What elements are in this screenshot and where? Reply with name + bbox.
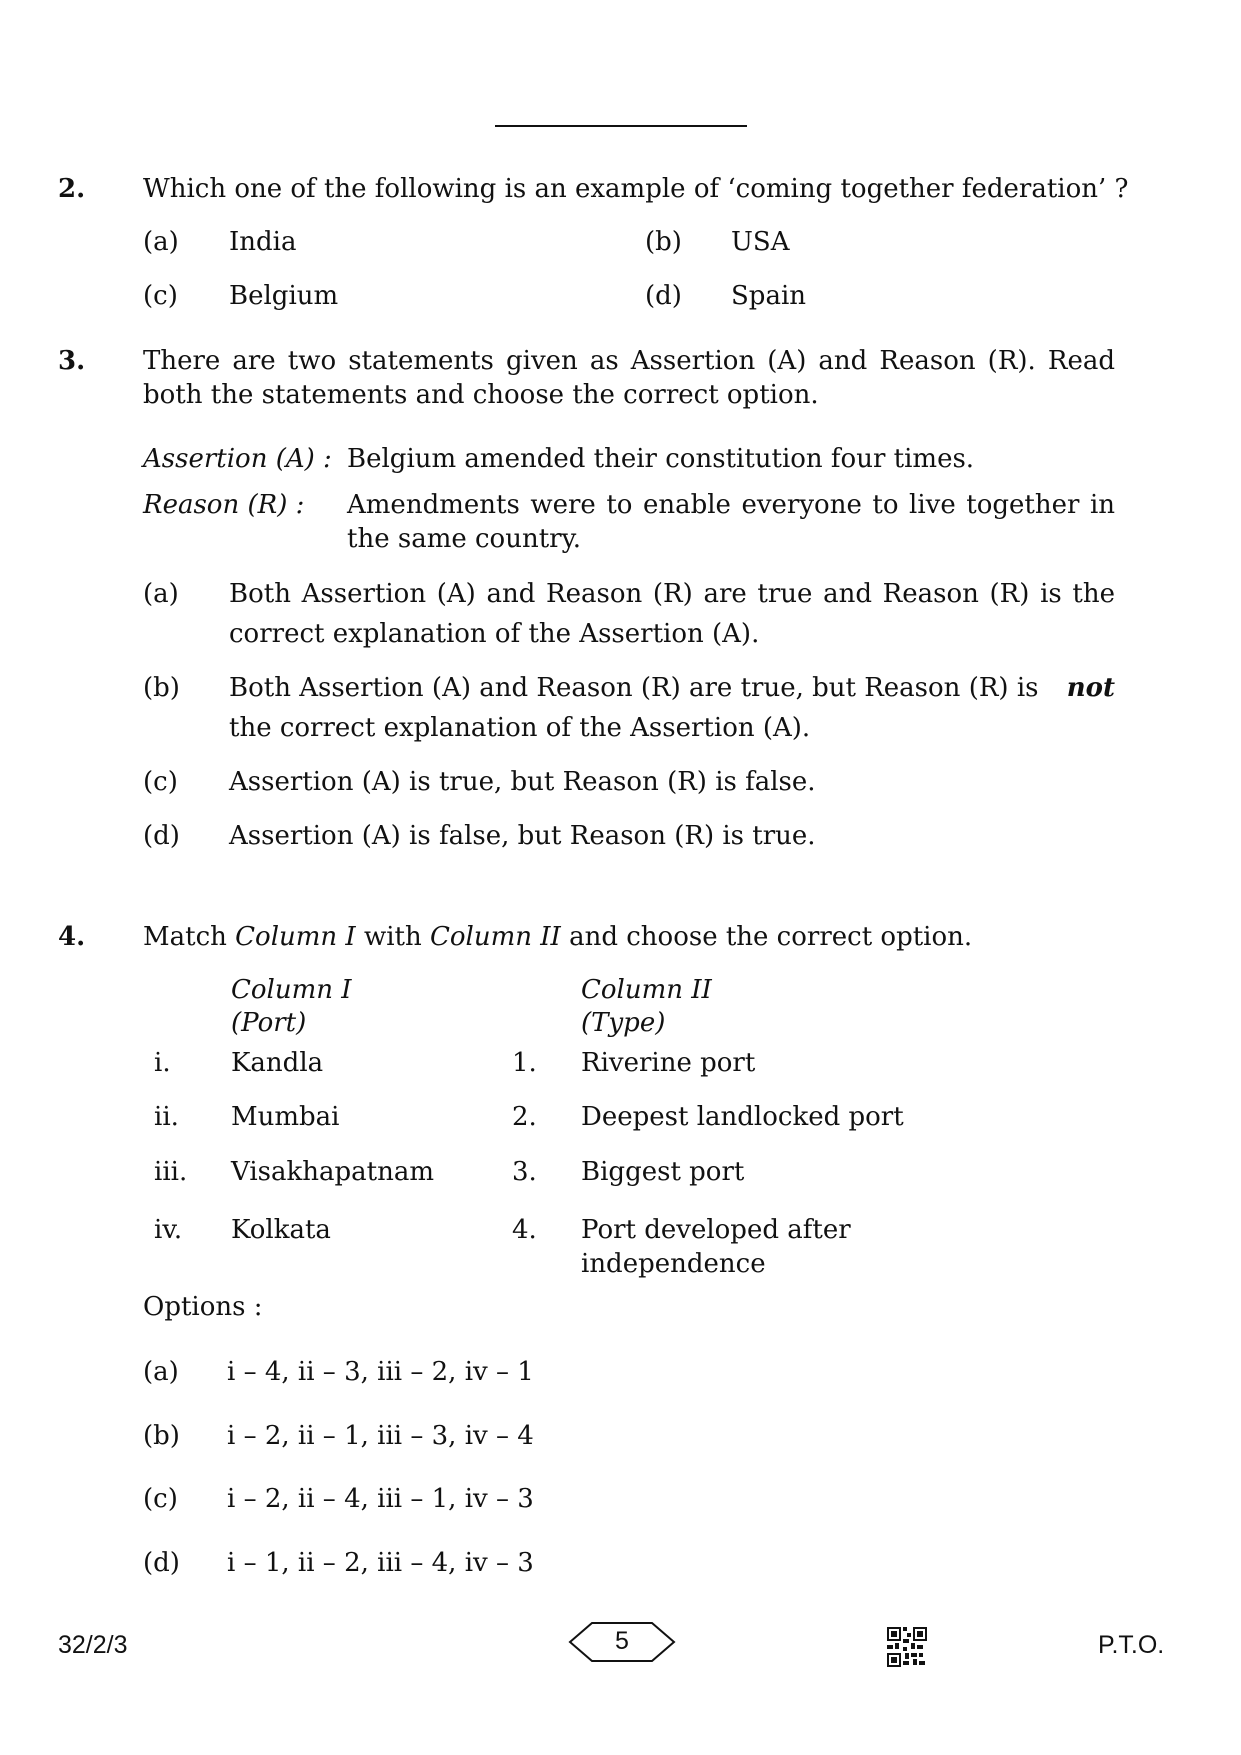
q2-option-d-text: Spain [731, 281, 807, 311]
q4-text-col1: Column I [235, 922, 356, 952]
q3-option-a-line2: correct explanation of the Assertion (A). [229, 619, 760, 649]
match-row-port: Mumbai [231, 1102, 340, 1132]
q4-option-a-text: i – 4, ii – 3, iii – 2, iv – 1 [227, 1357, 534, 1387]
q2-option-b-text: USA [731, 227, 790, 257]
assertion-label: Assertion (A) : [143, 444, 332, 474]
match-row-port: Visakhapatnam [231, 1157, 434, 1187]
q4-text-mid: with [363, 922, 422, 952]
q4-option-d-text: i – 1, ii – 2, iii – 4, iv – 3 [227, 1548, 534, 1578]
match-row-idx: 3. [512, 1157, 537, 1187]
match-row-port: Kolkata [231, 1215, 331, 1245]
page-number-badge [568, 1621, 676, 1663]
q3-option-c-text: Assertion (A) is true, but Reason (R) is false. [229, 767, 816, 797]
q4-text-post: and choose the correct option. [569, 922, 973, 952]
reason-label: Reason (R) : [143, 490, 305, 520]
q4-text-col2: Column II [430, 922, 561, 952]
q4-option-a-label: (a) [143, 1357, 179, 1387]
q4-text [143, 920, 972, 954]
q4-number: 4. [58, 922, 86, 952]
q2-option-c-label: (c) [143, 281, 178, 311]
q2-option-b-label: (b) [645, 227, 682, 257]
page-number: 5 [615, 1627, 629, 1655]
top-rule [495, 125, 747, 127]
q3-text-line2: both the statements and choose the correct option. [143, 380, 819, 410]
q2-number: 2. [58, 174, 86, 204]
q3-option-c-label: (c) [143, 767, 178, 797]
match-row-num: iii. [154, 1157, 188, 1187]
q2-option-a-text: India [229, 227, 297, 257]
q3-option-b-line2: the correct explanation of the Assertion (A). [229, 713, 811, 743]
q2-option-d-label: (d) [645, 281, 682, 311]
pto-text: P.T.O. [1098, 1631, 1165, 1659]
match-row-num: i. [154, 1048, 171, 1078]
match-row-type: Port developed after [581, 1215, 851, 1245]
match-row-type: Riverine port [581, 1048, 756, 1078]
match-row-idx: 1. [512, 1048, 537, 1078]
q3-text-line1: There are two statements given as Assertion (A) and Reason (R). Read [143, 346, 1115, 376]
q2-option-c-text: Belgium [229, 281, 339, 311]
reason-text-line2: the same country. [347, 524, 582, 554]
q4-text-pre: Match [143, 922, 227, 952]
match-row-num: iv. [154, 1215, 183, 1245]
col2-header: Column II [581, 975, 712, 1005]
q2-option-a-label: (a) [143, 227, 179, 257]
match-row-idx: 2. [512, 1102, 537, 1132]
q3-option-b-line1 [229, 671, 1115, 705]
assertion-text: Belgium amended their constitution four times. [347, 444, 975, 474]
match-row-port: Kandla [231, 1048, 324, 1078]
q4-option-c-label: (c) [143, 1484, 178, 1514]
q3-option-b-emphasis: not [1066, 673, 1115, 703]
q3-number: 3. [58, 346, 86, 376]
options-label: Options : [143, 1292, 263, 1322]
reason-text-line1: Amendments were to enable everyone to live together in [347, 490, 1115, 520]
q2-text: Which one of the following is an example of ‘coming together federation’ ? [143, 174, 1129, 204]
q3-option-a-line1: Both Assertion (A) and Reason (R) are true and Reason (R) is the [229, 579, 1115, 609]
q3-option-b-label: (b) [143, 673, 180, 703]
q4-option-b-label: (b) [143, 1421, 180, 1451]
match-row-num: ii. [154, 1102, 179, 1132]
match-row-idx: 4. [512, 1215, 537, 1245]
col1-subheader: (Port) [231, 1008, 307, 1038]
q4-option-d-label: (d) [143, 1548, 180, 1578]
paper-code: 32/2/3 [58, 1631, 128, 1659]
qr-code-icon [887, 1627, 927, 1667]
col2-subheader: (Type) [581, 1008, 666, 1038]
q3-option-d-text: Assertion (A) is false, but Reason (R) is true. [229, 821, 816, 851]
q4-option-b-text: i – 2, ii – 1, iii – 3, iv – 4 [227, 1421, 534, 1451]
match-row-type: Biggest port [581, 1157, 745, 1187]
q3-option-a-label: (a) [143, 579, 179, 609]
q3-option-b-line1-text: Both Assertion (A) and Reason (R) are true, but Reason (R) is [229, 673, 1039, 703]
match-row-type: Deepest landlocked port [581, 1102, 904, 1132]
col1-header: Column I [231, 975, 352, 1005]
q4-option-c-text: i – 2, ii – 4, iii – 1, iv – 3 [227, 1484, 534, 1514]
match-row-type-cont: independence [581, 1249, 766, 1279]
q3-option-d-label: (d) [143, 821, 180, 851]
